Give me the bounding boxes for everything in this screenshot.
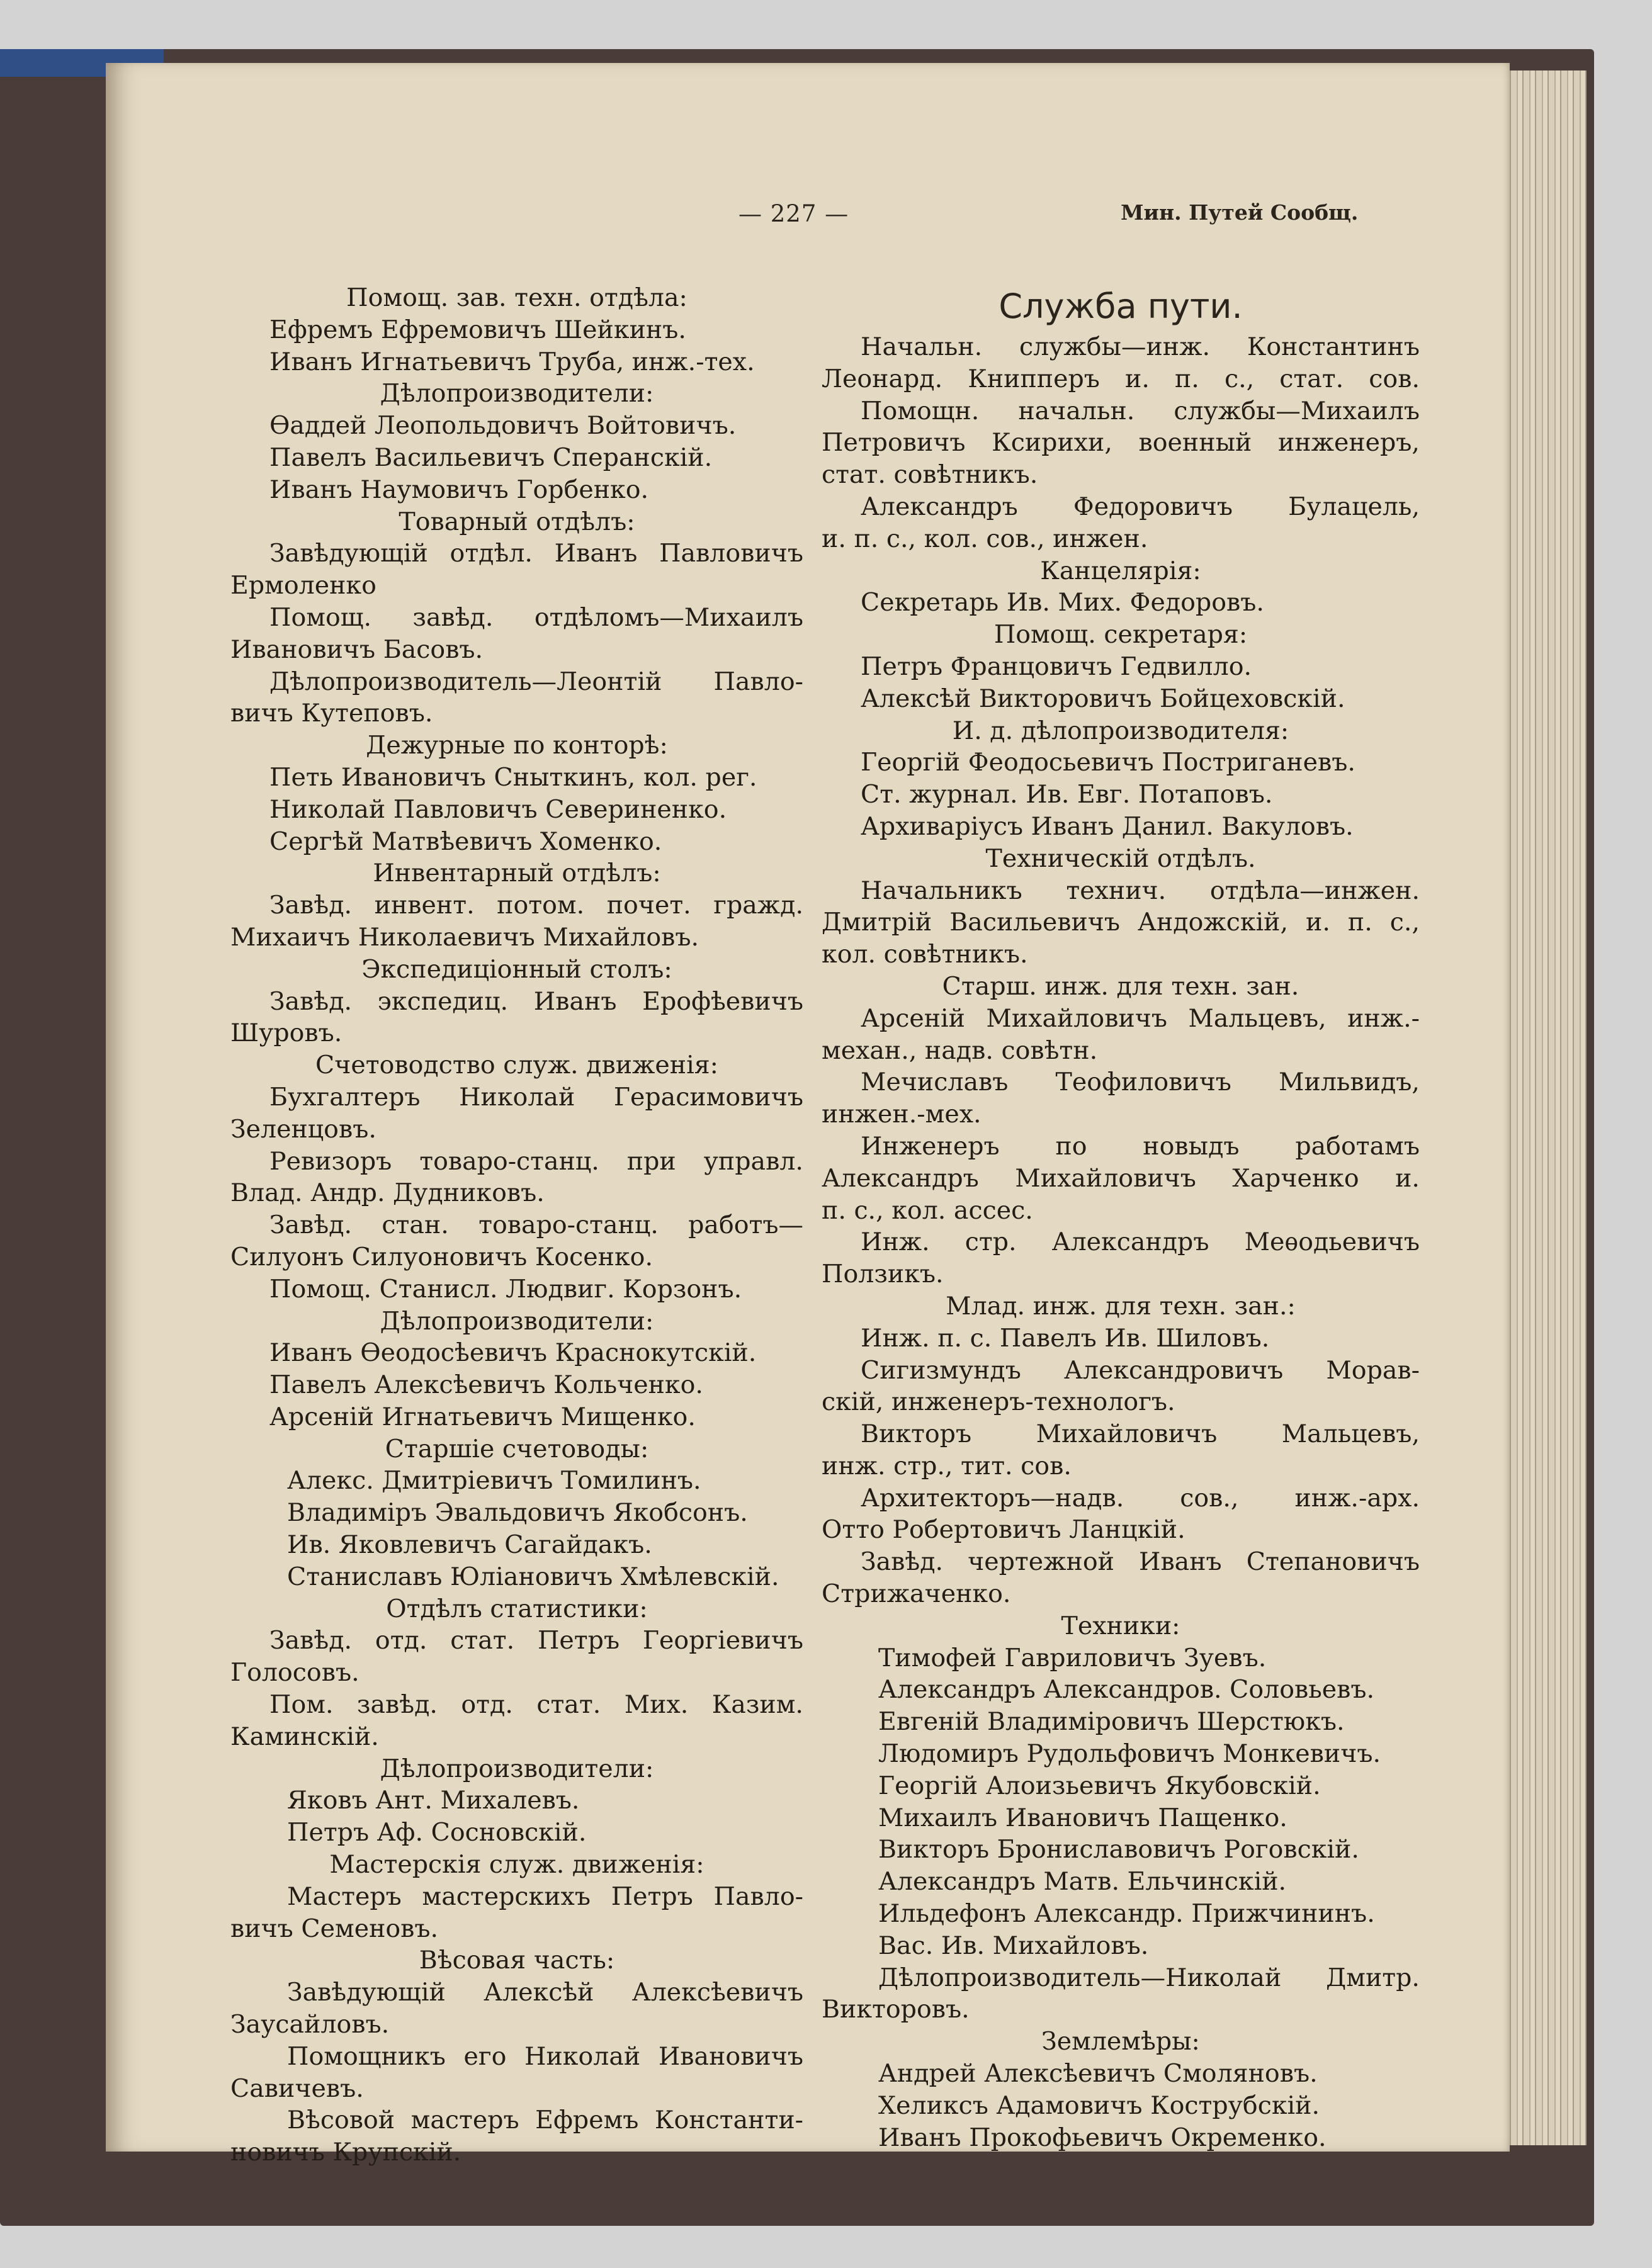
section-heading: Дѣлопроизводители: — [380, 379, 654, 409]
section-heading: Помощ. секретаря: — [993, 620, 1248, 650]
text-line: Вас. Ив. Михайловъ. — [878, 1931, 1149, 1960]
text-line: стат. совѣтникъ. — [822, 460, 1038, 490]
text-line: Сергѣй Матвѣевичъ Хоменко. — [269, 827, 662, 856]
text-line: Георгій Феодосьевичъ Постриганевъ. — [861, 748, 1355, 777]
text-line: Арсеній Михайловичъ Мальцевъ, инж.- — [861, 1003, 1420, 1033]
text-line: Ильдефонъ Александр. Прижчининъ. — [878, 1899, 1375, 1929]
section-heading: И. д. дѣлопроизводителя: — [952, 716, 1289, 745]
text-line: Александръ Матв. Ельчинскій. — [878, 1867, 1287, 1897]
text-line: Помощ. Станисл. Людвиг. Корзонъ. — [269, 1274, 742, 1304]
text-line: Силуонъ Силуоновичъ Косенко. — [230, 1242, 653, 1272]
text-line: Павелъ Васильевичъ Сперанскій. — [269, 443, 713, 472]
text-line: Инженеръ по новыдъ работамъ — [861, 1131, 1420, 1161]
text-line: кол. совѣтникъ. — [822, 940, 1028, 969]
text-line: Людомиръ Рудольфовичъ Монкевичъ. — [878, 1739, 1381, 1769]
section-heading: Помощ. зав. техн. отдѣла: — [346, 283, 687, 312]
section-heading: Счетоводство служ. движенія: — [315, 1051, 718, 1080]
text-line: Начальникъ технич. отдѣла—инжен. — [861, 876, 1420, 905]
text-line: Завѣд. отд. стат. Петръ Георгіевичъ — [269, 1626, 803, 1656]
section-heading: Дѣлопроизводители: — [380, 1754, 654, 1783]
section-heading: Старшіе счетоводы: — [385, 1434, 649, 1464]
text-line: Арсеній Игнатьевичъ Мищенко. — [269, 1402, 696, 1431]
text-line: Александръ Федоровичъ Булацель, — [861, 492, 1420, 521]
text-line: скій, инженеръ-технологъ. — [822, 1387, 1175, 1417]
page-edges — [1498, 71, 1587, 2145]
text-line: Владиміръ Эвальдовичъ Якобсонъ. — [287, 1498, 748, 1528]
section-heading: Дежурные по конторѣ: — [366, 731, 668, 760]
text-line: Хеликсъ Адамовичъ Кострубскій. — [878, 2090, 1320, 2120]
text-line: Георгій Алоизьевичъ Якубовскій. — [878, 1771, 1321, 1800]
text-line: Михаичъ Николаевичъ Михайловъ. — [230, 922, 699, 952]
text-line: вичъ Семеновъ. — [230, 1914, 439, 1943]
text-line: Евгеній Владиміровичъ Шерстюкъ. — [878, 1707, 1345, 1737]
text-line: Вѣсовой мастеръ Ефремъ Константи- — [287, 2106, 803, 2135]
text-line: Николай Павловичъ Севериненко. — [269, 794, 727, 824]
section-heading: Инвентарный отдѣлъ: — [373, 859, 661, 888]
section-heading: Дѣлопроизводители: — [380, 1306, 654, 1336]
text-line: Алекс. Дмитріевичъ Томилинъ. — [287, 1466, 701, 1496]
text-line: Ефремъ Ефремовичъ Шейкинъ. — [269, 315, 686, 344]
section-heading: Землемѣры: — [1041, 2027, 1200, 2056]
text-line: Савичевъ. — [230, 2073, 364, 2103]
text-line: Петръ Аф. Сосновскій. — [287, 1818, 587, 1848]
text-line: Мечиславъ Теофиловичъ Мильвидъ, — [861, 1068, 1420, 1097]
text-line: новичъ Крупскій. — [230, 2138, 461, 2167]
text-line: Ревизоръ товаро-станц. при управл. — [269, 1146, 803, 1176]
text-line: Помощн. начальн. службы—Михаилъ — [861, 396, 1420, 426]
text-line: Ѳаддей Леопольдовичъ Войтовичъ. — [269, 411, 737, 441]
text-line: Иванъ Игнатьевичъ Труба, инж.-тех. — [269, 347, 755, 376]
text-line: Помощникъ его Николай Ивановичъ — [287, 2041, 803, 2071]
section-heading: Техники: — [1061, 1611, 1180, 1640]
text-line: Иванъ Прокофьевичъ Окременко. — [878, 2123, 1327, 2152]
left-column — [230, 282, 803, 2169]
text-line: п. с., кол. ассес. — [822, 1195, 1033, 1225]
section-heading: Старш. инж. для техн. зан. — [942, 971, 1299, 1001]
text-line: Павелъ Алексѣевичъ Кольченко. — [269, 1370, 703, 1400]
text-line: Викторъ Брониславовичъ Роговскій. — [878, 1835, 1359, 1865]
text-line: инж. стр., тит. сов. — [822, 1451, 1072, 1481]
text-line: и. п. с., кол. сов., инжен. — [822, 524, 1148, 553]
text-line: Петь Ивановичъ Сныткинъ, кол. рег. — [269, 762, 757, 792]
text-line: Алексѣй Викторовичъ Бойцеховскій. — [861, 684, 1345, 713]
text-line: Бухгалтеръ Николай Герасимовичъ — [269, 1082, 803, 1112]
section-heading: Техническій отдѣлъ. — [985, 843, 1256, 873]
text-line: Петръ Францовичъ Гедвилло. — [861, 652, 1252, 681]
text-line: Голосовъ. — [230, 1658, 359, 1688]
text-line: Архитекторъ—надв. сов., инж.-арх. — [861, 1483, 1420, 1513]
section-heading: Вѣсовая часть: — [419, 1946, 615, 1975]
text-line: Ивановичъ Басовъ. — [230, 635, 484, 664]
text-line: Завѣдующій отдѣл. Иванъ Павловичъ — [269, 539, 803, 568]
text-line: Александръ Александров. Соловьевъ. — [878, 1675, 1375, 1705]
text-line: Сигизмундъ Александровичъ Морав- — [861, 1355, 1420, 1385]
text-line: Завѣд. стан. товаро-станц. работъ— — [269, 1210, 803, 1240]
text-line: Завѣдующій Алексѣй Алексѣевичъ — [287, 1978, 803, 2007]
text-line: Завѣд. чертежной Иванъ Степановичъ — [861, 1547, 1420, 1577]
text-line: Мастеръ мастерскихъ Петръ Павло- — [287, 1882, 803, 1911]
section-heading: Экспедиціонный столъ: — [361, 954, 672, 984]
section-heading: Мастерскія служ. движенія: — [329, 1850, 704, 1880]
text-line: Андрей Алексѣевичъ Смоляновъ. — [878, 2059, 1318, 2089]
page-number: — 227 — — [738, 200, 849, 227]
text-line: Архиваріусъ Иванъ Данил. Вакуловъ. — [861, 811, 1354, 841]
text-line: Заусайловъ. — [230, 2010, 390, 2040]
text-line: Влад. Андр. Дудниковъ. — [230, 1178, 545, 1208]
text-line: Александръ Михайловичъ Харченко и. — [822, 1163, 1420, 1193]
section-heading: Канцелярія: — [1040, 556, 1201, 585]
text-line: Секретарь Ив. Мих. Федоровъ. — [861, 588, 1264, 618]
text-line: Ползикъ. — [822, 1260, 944, 1289]
section-heading: Отдѣлъ статистики: — [386, 1594, 648, 1623]
text-line: Дѣлопроизводитель—Николай Дмитр. — [878, 1963, 1420, 1992]
text-line: Петровичъ Ксирихи, военный инженеръ, — [822, 428, 1420, 458]
text-line: инжен.-мех. — [822, 1100, 982, 1129]
text-line: Помощ. завѣд. отдѣломъ—Михаилъ — [269, 602, 803, 632]
text-line: Станиславъ Юліановичъ Хмѣлевскій. — [287, 1562, 779, 1591]
book-page — [106, 63, 1510, 2167]
text-line: Яковъ Ант. Михалевъ. — [287, 1786, 580, 1815]
text-line: Шуровъ. — [230, 1018, 342, 1048]
text-line: Отто Робертовичъ Ланцкій. — [822, 1515, 1185, 1545]
text-line: Пом. завѣд. отд. стат. Мих. Казим. — [269, 1690, 803, 1720]
text-line: механ., надв. совѣтн. — [822, 1035, 1098, 1065]
text-line: Михаилъ Ивановичъ Пащенко. — [878, 1803, 1287, 1832]
text-line: Дмитрій Васильевичъ Андожскій, и. п. с., — [822, 908, 1420, 937]
text-line: Дѣлопроизводитель—Леонтій Павло- — [269, 667, 803, 696]
text-line: Зеленцовъ. — [230, 1114, 376, 1144]
section-heading: Млад. инж. для техн. зан.: — [946, 1291, 1296, 1321]
text-line: Викторъ Михайловичъ Мальцевъ, — [861, 1419, 1420, 1449]
text-line: Викторовъ. — [822, 1995, 970, 2024]
text-line: Тимофей Гавриловичъ Зуевъ. — [878, 1643, 1267, 1673]
text-line: Завѣд. инвент. потом. почет. гражд. — [269, 891, 803, 920]
text-line: Инж. стр. Александръ Меѳодьевичъ — [861, 1227, 1420, 1257]
page-header — [106, 200, 1510, 238]
text-line: вичъ Кутеповъ. — [230, 699, 433, 728]
text-line: Каминскій. — [230, 1722, 379, 1751]
running-head: Мин. Путей Сообщ. — [1121, 200, 1359, 225]
section-title: Служба пути. — [999, 286, 1243, 326]
section-heading: Товарный отдѣлъ: — [399, 507, 635, 536]
text-line: Иванъ Наумовичъ Горбенко. — [269, 475, 649, 504]
text-line: Ив. Яковлевичъ Сагайдакъ. — [287, 1530, 652, 1560]
text-line: Леонард. Книпперъ и. п. с., стат. сов. — [822, 364, 1420, 393]
text-line: Ст. журнал. Ив. Евг. Потаповъ. — [861, 780, 1273, 810]
text-line: Стрижаченко. — [822, 1579, 1011, 1609]
text-line: Иванъ Ѳеодосѣевичъ Краснокутскій. — [269, 1338, 757, 1368]
text-line: Ермоленко — [230, 571, 376, 601]
right-column — [822, 282, 1420, 2153]
text-line: Инж. п. с. Павелъ Ив. Шиловъ. — [861, 1323, 1270, 1353]
text-line: Завѣд. экспедиц. Иванъ Ерофѣевичъ — [269, 986, 803, 1016]
text-line: Начальн. службы—инж. Константинъ — [861, 332, 1420, 361]
